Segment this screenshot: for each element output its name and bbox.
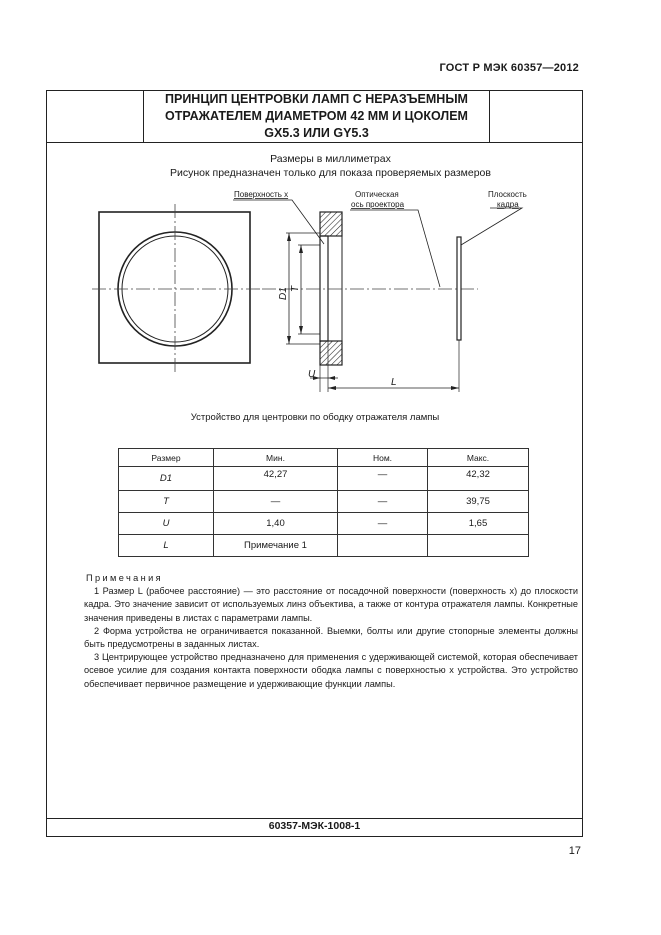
- size-cell: D1: [119, 467, 214, 491]
- d1-arrow-bottom: [287, 336, 291, 344]
- section-view: [233, 200, 522, 392]
- title-line-1: ПРИНЦИП ЦЕНТРОВКИ ЛАМП С НЕРАЗЪЕМНЫМ: [165, 92, 468, 106]
- optical-axis-leader: [350, 210, 440, 287]
- nom-cell: —: [338, 491, 428, 513]
- note-item-3: 3 Центрирующее устройство предназначено для применения с удерживающей системой, которая обеспечивает осевое усилие для создания контакта поверхности ободка лампы с поверхностью x устройства. Это устройство обеспечивает первичное размещение и удерживающие функции лампы.: [84, 652, 578, 689]
- t-arrow-bottom: [299, 326, 303, 334]
- column-header-min: Мин.: [214, 449, 338, 467]
- footer-sheet-code: 60357-МЭК-1008-1: [268, 820, 361, 832]
- frame-plane-label-line1: Плоскость: [488, 190, 527, 199]
- min-cell: 42,27: [214, 467, 338, 491]
- max-cell: 39,75: [428, 491, 529, 513]
- d1-label: D1: [278, 287, 289, 300]
- size-cell: U: [119, 513, 214, 535]
- size-cell: T: [119, 491, 214, 513]
- nom-cell: [338, 535, 428, 557]
- section-inner-wall: [320, 236, 328, 341]
- u-label: U: [308, 369, 316, 380]
- table-header-row: [119, 449, 529, 467]
- max-cell: 42,32: [428, 467, 529, 491]
- column-header-size: Размер: [119, 449, 214, 467]
- min-cell: Примечание 1: [214, 535, 338, 557]
- table-row: [119, 467, 529, 491]
- min-cell: 1,40: [214, 513, 338, 535]
- purpose-note: Рисунок предназначен только для показа проверяемых размеров: [170, 167, 491, 179]
- optical-axis-label-line1: Оптическая: [355, 190, 399, 199]
- title-line-2: ОТРАЖАТЕЛЕМ ДИАМЕТРОМ 42 ММ И ЦОКОЛЕМ: [165, 109, 468, 123]
- dimensions-table: [118, 448, 529, 557]
- centering-device-drawing: [0, 0, 661, 410]
- section-lower-hatched: [320, 341, 342, 365]
- nom-cell: —: [338, 467, 428, 491]
- column-header-nom: Ном.: [338, 449, 428, 467]
- units-note: Размеры в миллиметрах: [270, 153, 391, 165]
- frame-plane: [457, 237, 461, 340]
- max-cell: [428, 535, 529, 557]
- frame-plane-label-line2: кадра: [497, 200, 519, 209]
- nom-cell: —: [338, 513, 428, 535]
- notes-section: [84, 572, 578, 691]
- note-item-2: 2 Форма устройства не ограничивается показанной. Выемки, болты или другие стопорные элементы должны быть предусмотрены в заданных листах.: [84, 625, 578, 650]
- section-upper-hatched: [320, 212, 342, 236]
- t-arrow-top: [299, 245, 303, 253]
- d1-arrow-top: [287, 233, 291, 241]
- size-cell: L: [119, 535, 214, 557]
- frame-plane-leader: [461, 208, 522, 245]
- l-label: L: [391, 377, 397, 388]
- table-row: [119, 491, 529, 513]
- column-header-max: Макс.: [428, 449, 529, 467]
- frame-divider-bottom: [47, 818, 582, 819]
- header-standard-code: ГОСТ Р МЭК 60357—2012: [439, 62, 579, 74]
- l-arrow-right: [451, 386, 459, 390]
- notes-title: Примечания: [86, 573, 164, 583]
- page-number: 17: [568, 845, 581, 857]
- note-item-1: 1 Размер L (рабочее расстояние) — это расстояние от посадочной поверхности (поверхность x) до плоскости кадра. Это значение зависит от используемых линз объектива, а также от контура отражателя лампы. Конкретные значения приведены в листах с параметрами лампы.: [84, 586, 578, 623]
- title-line-3: GX5.3 ИЛИ GY5.3: [264, 126, 369, 140]
- optical-axis-label-line2: ось проектора: [351, 200, 405, 209]
- figure-caption: Устройство для центровки по ободку отражателя лампы: [190, 412, 440, 423]
- t-label: T: [290, 285, 301, 292]
- u-arrow-right: [328, 376, 335, 380]
- max-cell: 1,65: [428, 513, 529, 535]
- l-arrow-left: [328, 386, 336, 390]
- table-row: [119, 513, 529, 535]
- surface-x-leader: [233, 200, 324, 244]
- surface-x-label: Поверхность x: [234, 190, 289, 199]
- min-cell: —: [214, 491, 338, 513]
- front-view: [92, 204, 262, 372]
- table-row: [119, 535, 529, 557]
